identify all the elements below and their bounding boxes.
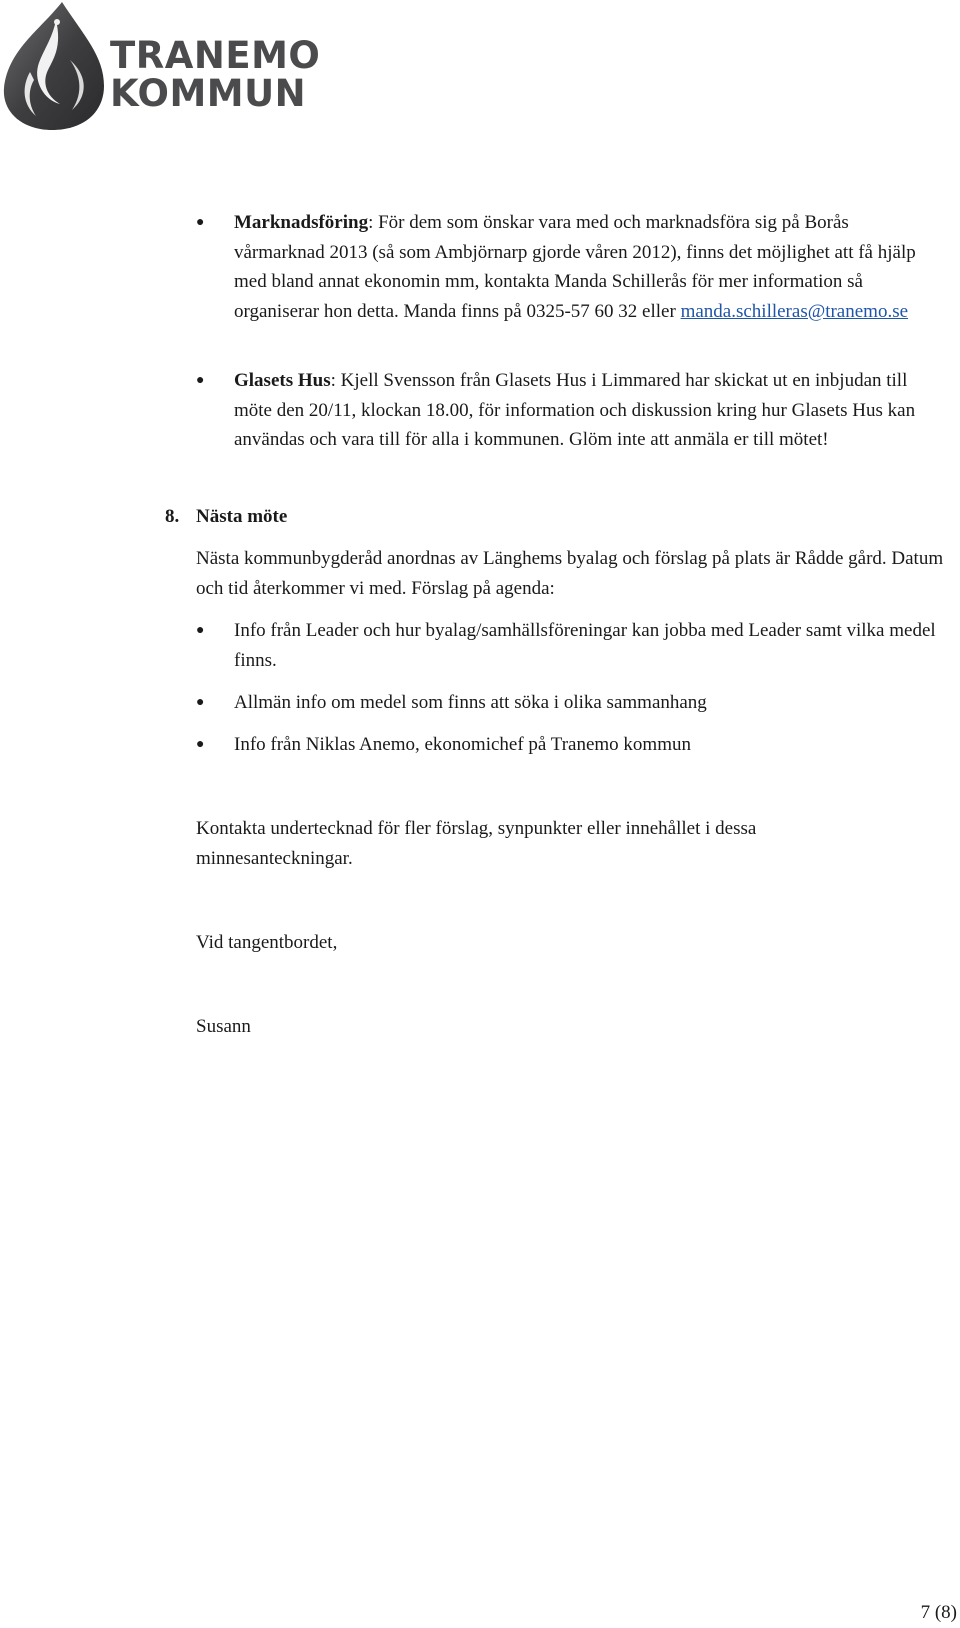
item-text: : För dem som önskar vara med och marknadsföra sig på Borås vårmarknad 2013 (så som Ambjörnarp gjorde våren 2012), finns det möjlighet att få hjälp med bland annat ekonomin mm, kontakta Manda Schillerås för mer information så organiserar hon detta. Manda finns på 0325-57 60 32 eller — [234, 212, 916, 322]
tranemo-logo — [0, 0, 321, 135]
bullet-icon: ● — [196, 737, 205, 752]
crane-emblem-icon — [0, 0, 110, 135]
agenda-item-text: Info från Leader och hur byalag/samhällsföreningar kan jobba med Leader samt vilka medel finns. — [234, 620, 936, 671]
item-term: Marknadsföring — [234, 212, 369, 233]
bullet-icon: ● — [196, 695, 205, 710]
item-term: Glasets Hus — [234, 370, 331, 391]
page-number: 7 (8) — [920, 1602, 957, 1623]
section-title: Nästa möte — [196, 506, 288, 527]
greeting: Vid tangentbordet, — [196, 932, 338, 953]
list-item-marknadsforing — [196, 208, 944, 326]
email-link[interactable]: manda.schilleras@tranemo.se — [680, 300, 909, 322]
logo-text-line2: KOMMUN — [110, 72, 307, 115]
signature: Susann — [196, 1016, 251, 1037]
agenda-item — [196, 616, 944, 675]
agenda-item — [196, 730, 944, 760]
bullet-icon: ● — [196, 215, 205, 230]
agenda-item — [196, 688, 944, 718]
contact-paragraph: Kontakta undertecknad för fler förslag, synpunkter eller innehållet i dessa minnesanteckningar. — [196, 818, 757, 869]
list-item-glasets-hus — [196, 366, 944, 455]
bullet-icon: ● — [196, 373, 205, 388]
agenda-item-text: Allmän info om medel som finns att söka i olika sammanhang — [234, 692, 707, 713]
item-text: : Kjell Svensson från Glasets Hus i Limmared har skickat ut en inbjudan till möte den 20/11, klockan 18.00, för information och diskussion kring hur Glasets Hus kan användas och vara till för alla i kommunen. Glöm inte att anmäla er till mötet! — [234, 370, 916, 450]
bullet-icon: ● — [196, 623, 205, 638]
logo-text-line1: TRANEMO — [110, 34, 321, 77]
section-heading — [165, 502, 287, 532]
section-number: 8. — [165, 506, 180, 527]
intro-paragraph: Nästa kommunbygderåd anordnas av Länghems byalag och förslag på plats är Rådde gård. Datum och tid återkommer vi med. Förslag på agenda: — [196, 548, 944, 599]
agenda-item-text: Info från Niklas Anemo, ekonomichef på Tranemo kommun — [234, 734, 691, 755]
